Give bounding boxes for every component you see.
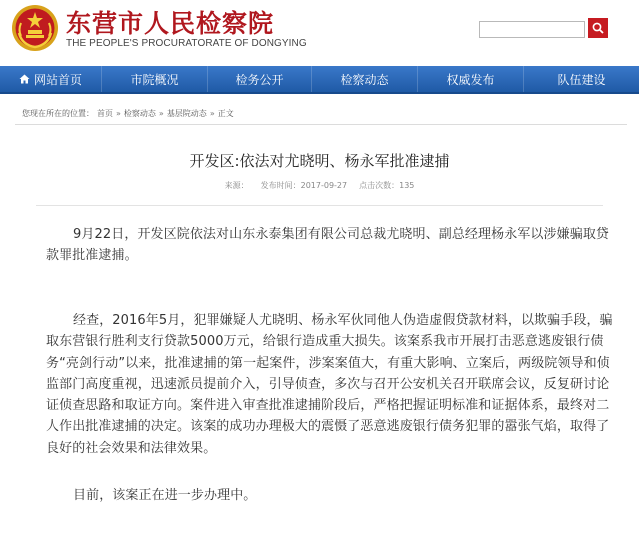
- breadcrumb-prefix: 您现在所在的位置：: [22, 108, 94, 118]
- procuratorate-emblem-icon[interactable]: [10, 3, 60, 53]
- article-title: 开发区:依法对尤晓明、杨永军批准逮捕: [189, 152, 450, 170]
- breadcrumb-home[interactable]: 首页: [97, 108, 113, 118]
- article-meta: [0, 180, 639, 191]
- meta-divider: [36, 205, 603, 206]
- nav-item-news[interactable]: [312, 66, 418, 92]
- nav-item-about[interactable]: [102, 66, 208, 92]
- breadcrumb-separator: »: [209, 108, 215, 118]
- breadcrumb-divider: [15, 124, 627, 125]
- article-publish-date: 发布时间：2017-09-27: [260, 181, 348, 190]
- breadcrumb: [22, 105, 622, 121]
- main-nav: [0, 66, 639, 94]
- breadcrumb-separator: »: [158, 108, 164, 118]
- nav-item-disclosure[interactable]: [208, 66, 312, 92]
- article-paragraph: 9月22日，开发区院依法对山东永泰集团有限公司总裁尤晓明、副总经理杨永军以涉嫌骗取贷款罪批准逮捕。: [46, 227, 610, 264]
- nav-item-label: 权威发布: [446, 72, 495, 87]
- nav-item-home[interactable]: [0, 66, 102, 92]
- breadcrumb-separator: »: [116, 108, 121, 118]
- search-button[interactable]: [588, 18, 608, 38]
- nav-item-label: 队伍建设: [557, 72, 606, 87]
- nav-item-label: 网站首页: [33, 72, 82, 87]
- nav-item-label: 检务公开: [235, 72, 284, 87]
- home-icon: [19, 74, 30, 84]
- nav-item-label: 市院概况: [130, 72, 179, 87]
- search-input[interactable]: [479, 21, 585, 38]
- article-source: 来源：: [224, 181, 249, 190]
- breadcrumb-current: 正文: [217, 108, 234, 118]
- article-paragraph: 目前，该案正在进一步办理中。: [73, 488, 257, 503]
- breadcrumb-local-news[interactable]: 基层院动态: [166, 108, 207, 118]
- site-subtitle: THE PEOPLE'S PROCURATORATE OF DONGYING: [66, 38, 307, 49]
- nav-item-releases[interactable]: [418, 66, 524, 92]
- breadcrumb-news[interactable]: 检察动态: [123, 108, 156, 118]
- nav-item-team[interactable]: [524, 66, 639, 92]
- nav-item-label: 检察动态: [340, 72, 389, 87]
- search-icon: [592, 22, 604, 34]
- article-view-count: 点击次数：135: [359, 181, 415, 190]
- site-title: 东营市人民检察院: [66, 9, 275, 38]
- article-paragraph: 经查，2016年5月，犯罪嫌疑人尤晓明、杨永军伙同他人伪造虚假贷款材料，以欺骗手段，骗取东营银行胜利支行贷款5000万元，给银行造成重大损失。该案系我市开展打击恶意逃废银行债务“亮剑行动”以来，批准逮捕的第一起案件，涉案案值大，有重大影响、立案后，两级院领导和侦监部门高度重视，迅速派员提前介入，引导侦查，多次与召开公安机关召开联席会议，反复研讨论证侦查思路和取证方向。案件进入审查批准逮捕阶段后，严格把握证明标准和证据体系，最终对二人作出批准逮捕的决定。该案的成功办理极大的震慑了恶意逃废银行债务犯罪的嚣张气焰，取得了良好的社会效果和法律效果。: [46, 313, 613, 456]
- site-header: [0, 0, 639, 62]
